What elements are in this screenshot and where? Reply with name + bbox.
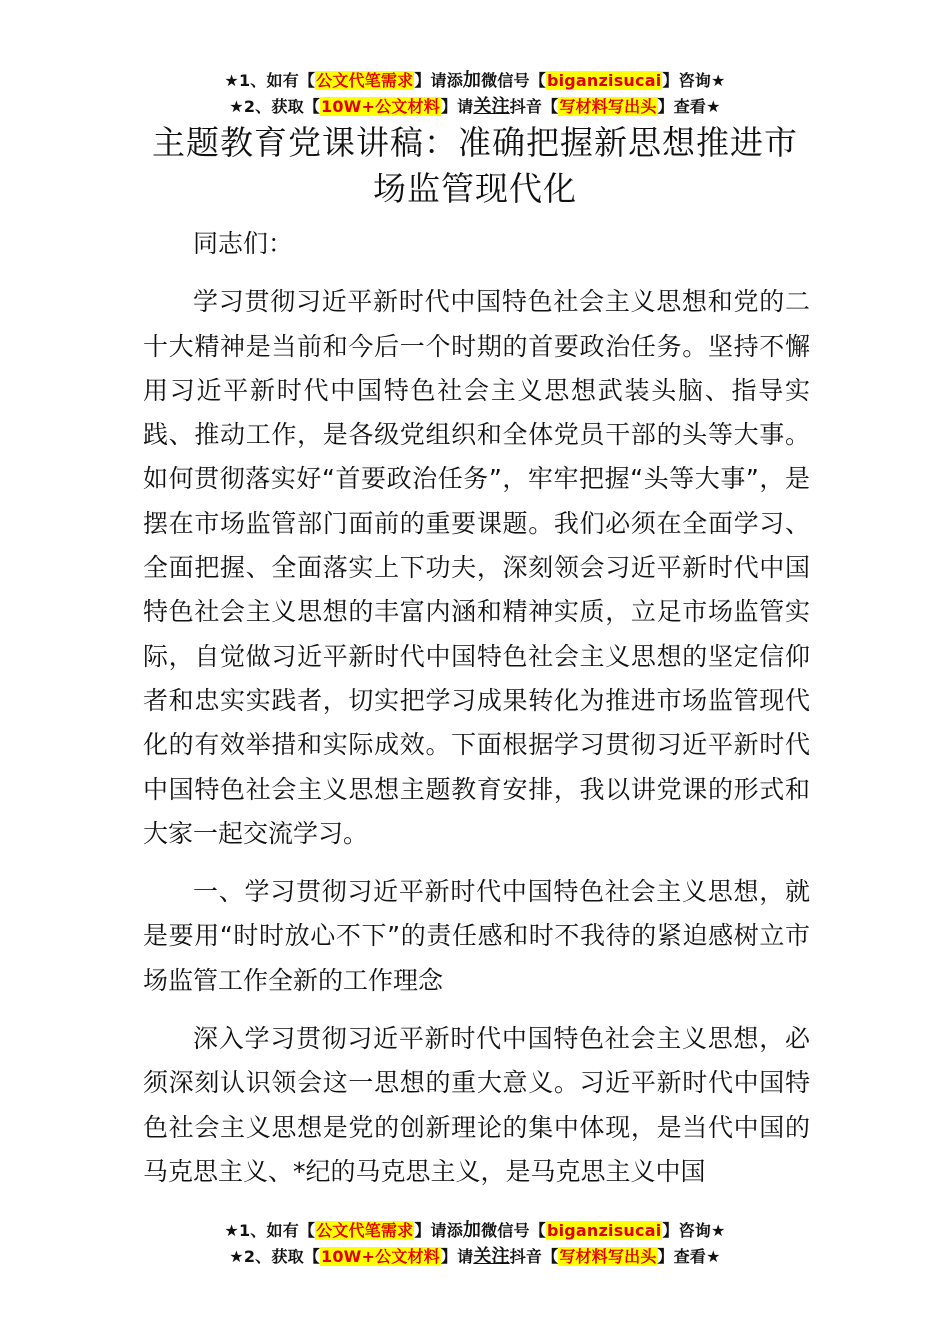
salutation: 同志们： [193, 229, 294, 258]
banner-text: 抖音【 [509, 1247, 559, 1266]
banner-line-2 [0, 94, 950, 120]
section-heading: 一、学习贯彻习近平新时代中国特色社会主义思想，就是要用“时时放心不下”的责任感和时不我待的紧迫感树立市场监管工作全新的工作理念 [143, 877, 810, 995]
highlight-douyin-id: 写材料写出头 [559, 97, 657, 116]
banner-text: 微信号【 [481, 71, 546, 90]
banner-text: 关注 [473, 96, 510, 117]
highlight-materials: 10W+公文材料 [320, 1247, 440, 1266]
banner-text: ★1、如有【 [224, 1221, 316, 1240]
highlight-service: 公文代笔需求 [316, 1221, 414, 1240]
banner-text: 加 [462, 70, 482, 91]
paragraph: 深入学习贯彻习近平新时代中国特色社会主义思想，必须深刻认识领会这一思想的重大意义。习近平新时代中国特色社会主义思想是党的创新理论的集中体现，是当代中国的马克思主义、*纪的马克思主义，是马克思主义中国 [143, 1024, 810, 1186]
banner-text: 】查看★ [657, 97, 721, 116]
document-title: 主题教育党课讲稿：准确把握新思想推进市场监管现代化 [152, 123, 798, 208]
banner-text: 】咨询★ [662, 1221, 726, 1240]
banner-text: 】查看★ [657, 1247, 721, 1266]
banner-text: ★1、如有【 [224, 71, 316, 90]
banner-text: 微信号【 [481, 1221, 546, 1240]
banner-text: 】请 [440, 97, 474, 116]
highlight-wechat-id: biganzisucai [546, 1221, 662, 1240]
banner-text: ★2、获取【 [229, 97, 320, 116]
banner-text: 加 [462, 1220, 482, 1241]
banner-text: 关注 [473, 1246, 510, 1267]
document-body [143, 222, 810, 1208]
header-banner [0, 68, 950, 120]
banner-line-1 [0, 1218, 950, 1244]
banner-text: 】请 [440, 1247, 474, 1266]
paragraph: 学习贯彻习近平新时代中国特色社会主义思想和党的二十大精神是当前和今后一个时期的首要政治任务。坚持不懈用习近平新时代中国特色社会主义思想武装头脑、指导实践、推动工作，是各级党组织和全体党员干部的头等大事。如何贯彻落实好“首要政治任务”，牢牢把握“头等大事”，是摆在市场监管部门面前的重要课题。我们必须在全面学习、全面把握、全面落实上下功夫，深刻领会习近平新时代中国特色社会主义思想的丰富内涵和精神实质，立足市场监管实际，自觉做习近平新时代中国特色社会主义思想的坚定信仰者和忠实实践者，切实把学习成果转化为推进市场监管现代化的有效举措和实际成效。下面根据学习贯彻习近平新时代中国特色社会主义思想主题教育安排，我以讲党课的形式和大家一起交流学习。 [143, 287, 810, 848]
banner-text: 抖音【 [509, 97, 559, 116]
banner-text: 】请添 [414, 1221, 463, 1240]
highlight-materials: 10W+公文材料 [320, 97, 440, 116]
banner-text: ★2、获取【 [229, 1247, 320, 1266]
banner-line-1 [0, 68, 950, 94]
highlight-douyin-id: 写材料写出头 [559, 1247, 657, 1266]
banner-text: 】请添 [414, 71, 463, 90]
highlight-service: 公文代笔需求 [316, 71, 414, 90]
banner-text: 】咨询★ [662, 71, 726, 90]
banner-line-2 [0, 1244, 950, 1270]
footer-banner [0, 1218, 950, 1270]
highlight-wechat-id: biganzisucai [546, 71, 662, 90]
